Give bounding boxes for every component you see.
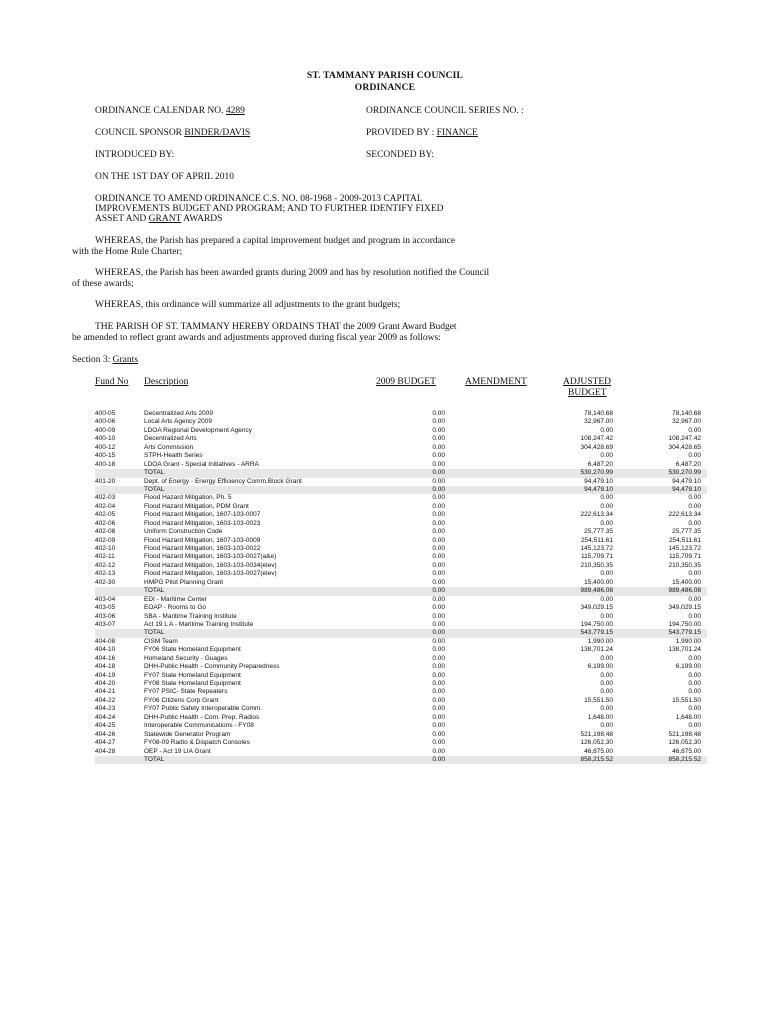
cell-amendment: 6,199.00 bbox=[587, 663, 613, 671]
cell-budget-2009: 0.00 bbox=[432, 494, 445, 502]
cell-budget-2009: 0.00 bbox=[432, 637, 445, 645]
cell-amendment: 0.00 bbox=[600, 519, 613, 527]
cell-description: TOTAL bbox=[144, 755, 165, 763]
provided-by: PROVIDED BY : FINANCE bbox=[366, 128, 478, 138]
cell-fund-no: 402-04 bbox=[95, 502, 116, 510]
table-row bbox=[95, 748, 707, 756]
cell-amendment: 115,709.71 bbox=[580, 553, 613, 561]
table-row bbox=[95, 511, 707, 519]
table-row bbox=[95, 655, 707, 663]
cell-amendment: 15,551.50 bbox=[584, 696, 613, 704]
cell-fund-no: 404-08 bbox=[95, 637, 116, 645]
cell-amendment: 1,990.00 bbox=[587, 637, 613, 645]
ordinance-title-line-1: ORDINANCE TO AMEND ORDINANCE C.S. NO. 08-1968 - 2009-2013 CAPITAL bbox=[95, 194, 423, 204]
ordinance-title-line-2: IMPROVEMENTS BUDGET AND PROGRAM; AND TO FURTHER IDENTIFY FIXED bbox=[95, 204, 444, 214]
table-row bbox=[95, 579, 707, 587]
cell-amendment: 0.00 bbox=[600, 654, 613, 662]
column-header-fund: Fund No bbox=[95, 377, 129, 387]
cell-fund-no: 403-06 bbox=[95, 612, 116, 620]
cell-amendment: 108,247.42 bbox=[580, 435, 613, 443]
cell-description: OEP - Act 19 LIA Grant bbox=[144, 747, 211, 755]
table-row bbox=[95, 714, 707, 722]
cell-amendment: 349,029.15 bbox=[580, 604, 613, 612]
table-row bbox=[95, 604, 707, 612]
cell-description: LDOA Grant - Special Initiatives - ARRA bbox=[144, 460, 259, 468]
cell-adjusted-budget: 6,199.00 bbox=[675, 663, 701, 671]
cell-adjusted-budget: 0.00 bbox=[688, 680, 701, 687]
cell-description: Uniform Construction Code bbox=[144, 528, 223, 536]
cell-description: Flood Hazard Mitigation, 1603-103-0027(elev) bbox=[144, 570, 277, 578]
cell-budget-2009: 0.00 bbox=[432, 443, 445, 451]
cell-budget-2009: 0.00 bbox=[432, 629, 445, 637]
cell-fund-no: 402-06 bbox=[95, 519, 116, 527]
introduced-by: INTRODUCED BY: bbox=[95, 150, 175, 160]
table-row bbox=[95, 553, 707, 561]
cell-amendment: 989,486.08 bbox=[580, 587, 613, 595]
column-header-adjusted-budget: BUDGET bbox=[568, 388, 607, 398]
cell-description: DHH-Public Health - Community Preparedness bbox=[144, 663, 280, 671]
cell-description: Dept. of Energy - Energy Efficiency Comm.Block Grant bbox=[144, 477, 302, 485]
table-row bbox=[95, 452, 707, 460]
cell-adjusted-budget: 0.00 bbox=[688, 570, 701, 578]
cell-fund-no: 402-11 bbox=[95, 553, 115, 561]
cell-fund-no: 402-10 bbox=[95, 545, 116, 552]
cell-adjusted-budget: 15,400.00 bbox=[672, 578, 701, 586]
cell-adjusted-budget: 1,990.00 bbox=[675, 637, 701, 645]
cell-description: FY06 State Homeland Equipment bbox=[144, 646, 241, 654]
cell-description: FY08 State Homeland Equipment bbox=[144, 680, 241, 687]
cell-description: FY07 PSIC- State Repeaters bbox=[144, 688, 228, 696]
table-row bbox=[95, 613, 707, 621]
cell-description: FY08-09 Radio & Dispatch Consoles bbox=[144, 739, 250, 747]
cell-amendment: 32,967.00 bbox=[584, 418, 613, 426]
cell-adjusted-budget: 0.00 bbox=[688, 426, 701, 434]
cell-fund-no: 400-12 bbox=[95, 443, 116, 451]
cell-description: Local Arts Agency 2009 bbox=[144, 418, 212, 426]
cell-adjusted-budget: 530,270.99 bbox=[668, 469, 701, 477]
cell-fund-no: 400-06 bbox=[95, 418, 116, 426]
cell-fund-no: 404-20 bbox=[95, 680, 116, 687]
cell-fund-no: 404-27 bbox=[95, 739, 116, 747]
cell-adjusted-budget: 108,247.42 bbox=[668, 435, 701, 443]
cell-fund-no: 400-18 bbox=[95, 460, 116, 468]
cell-description: SBA - Maritime Training Institute bbox=[144, 612, 237, 620]
cell-budget-2009: 0.00 bbox=[432, 578, 445, 586]
cell-fund-no: 402-30 bbox=[95, 578, 116, 586]
cell-fund-no: 403-04 bbox=[95, 595, 116, 603]
cell-amendment: 94,479.10 bbox=[584, 477, 613, 485]
cell-fund-no: 400-09 bbox=[95, 426, 116, 434]
cell-adjusted-budget: 543,779.15 bbox=[668, 629, 701, 637]
cell-budget-2009: 0.00 bbox=[432, 570, 445, 578]
cell-budget-2009: 0.00 bbox=[432, 747, 445, 755]
cell-description: Arts Commission bbox=[144, 443, 194, 451]
cell-adjusted-budget: 0.00 bbox=[688, 452, 701, 460]
cell-budget-2009: 0.00 bbox=[432, 469, 445, 477]
cell-amendment: 521,198.48 bbox=[580, 730, 613, 738]
cell-description: Flood Hazard Mitigation, 1603-103-0023 bbox=[144, 519, 261, 527]
cell-budget-2009: 0.00 bbox=[432, 654, 445, 662]
cell-budget-2009: 0.00 bbox=[432, 688, 445, 696]
cell-budget-2009: 0.00 bbox=[432, 587, 445, 595]
table-row bbox=[95, 688, 707, 696]
cell-budget-2009: 0.00 bbox=[432, 612, 445, 620]
table-row bbox=[95, 731, 707, 739]
cell-description: Flood Hazard Mitigation, 1603-103-0027(a&e) bbox=[144, 553, 277, 561]
cell-budget-2009: 0.00 bbox=[432, 663, 445, 671]
cell-budget-2009: 0.00 bbox=[432, 595, 445, 603]
total-row bbox=[95, 756, 707, 764]
cell-amendment: 6,487.20 bbox=[587, 460, 613, 468]
cell-fund-no: 404-10 bbox=[95, 646, 116, 654]
cell-budget-2009: 0.00 bbox=[432, 426, 445, 434]
cell-description: HMPG Pilot Planning Grant bbox=[144, 578, 224, 586]
cell-adjusted-budget: 521,198.48 bbox=[668, 730, 701, 738]
cell-adjusted-budget: 349,029.15 bbox=[668, 604, 701, 612]
cell-amendment: 543,779.15 bbox=[580, 629, 613, 637]
cell-amendment: 78,140.68 bbox=[584, 410, 613, 417]
cell-adjusted-budget: 94,479.10 bbox=[672, 485, 701, 493]
cell-budget-2009: 0.00 bbox=[432, 553, 445, 561]
cell-amendment: 530,270.99 bbox=[580, 469, 613, 477]
cell-description: Decentralized Arts bbox=[144, 435, 197, 443]
cell-adjusted-budget: 0.00 bbox=[688, 688, 701, 696]
column-header-adjusted: ADJUSTED bbox=[563, 377, 612, 387]
cell-amendment: 0.00 bbox=[600, 502, 613, 510]
cell-adjusted-budget: 989,486.08 bbox=[668, 587, 701, 595]
cell-amendment: 0.00 bbox=[600, 426, 613, 434]
cell-adjusted-budget: 222,613.34 bbox=[668, 511, 701, 519]
cell-amendment: 0.00 bbox=[600, 612, 613, 620]
cell-amendment: 304,428.69 bbox=[580, 443, 613, 451]
cell-description: TOTAL bbox=[144, 469, 165, 477]
cell-adjusted-budget: 78,140.68 bbox=[672, 410, 701, 417]
table-row bbox=[95, 444, 707, 452]
cell-adjusted-budget: 0.00 bbox=[688, 494, 701, 502]
cell-amendment: 0.00 bbox=[600, 680, 613, 687]
cell-fund-no: 401-20 bbox=[95, 477, 116, 485]
cell-description: Flood Hazard Mitigation, Ph. 5 bbox=[144, 494, 232, 502]
ordains-line-2: be amended to reflect grant awards and adjustments approved during fiscal year 2009 as follows: bbox=[72, 333, 441, 343]
cell-description: FY07 Public Safety Interoperable Comm. bbox=[144, 705, 263, 713]
column-header-description: Description bbox=[144, 377, 189, 387]
total-row bbox=[95, 469, 707, 477]
whereas-2-line-1: WHEREAS, the Parish has been awarded grants during 2009 and has by resolution notified the Council bbox=[95, 268, 490, 278]
cell-amendment: 46,875.00 bbox=[584, 747, 613, 755]
cell-description: DHH-Public Health - Com. Prep. Radios bbox=[144, 713, 260, 721]
table-row bbox=[95, 663, 707, 671]
cell-fund-no: 402-03 bbox=[95, 494, 116, 502]
cell-description: TOTAL bbox=[144, 587, 165, 595]
cell-budget-2009: 0.00 bbox=[432, 519, 445, 527]
cell-amendment: 210,350.35 bbox=[580, 561, 613, 569]
cell-adjusted-budget: 145,123.72 bbox=[668, 545, 701, 552]
cell-fund-no: 403-07 bbox=[95, 620, 116, 628]
table-row bbox=[95, 418, 707, 426]
cell-description: LDOA Regional Development Agency bbox=[144, 426, 253, 434]
cell-amendment: 858,215.52 bbox=[580, 755, 613, 763]
whereas-1-line-1: WHEREAS, the Parish has prepared a capital improvement budget and program in accordance bbox=[95, 236, 456, 246]
cell-description: Flood Hazard Mitigation, PDM Grant bbox=[144, 502, 249, 510]
cell-budget-2009: 0.00 bbox=[432, 561, 445, 569]
cell-fund-no: 404-19 bbox=[95, 671, 116, 679]
cell-fund-no: 404-24 bbox=[95, 713, 116, 721]
cell-adjusted-budget: 0.00 bbox=[688, 654, 701, 662]
cell-fund-no: 404-26 bbox=[95, 730, 116, 738]
cell-adjusted-budget: 858,215.52 bbox=[668, 755, 701, 763]
cell-adjusted-budget: 94,479.10 bbox=[672, 477, 701, 485]
cell-adjusted-budget: 210,350.35 bbox=[668, 561, 701, 569]
council-series: ORDINANCE COUNCIL SERIES NO. : bbox=[366, 106, 524, 116]
cell-amendment: 0.00 bbox=[600, 452, 613, 460]
cell-amendment: 0.00 bbox=[600, 671, 613, 679]
table-row bbox=[95, 410, 707, 418]
cell-budget-2009: 0.00 bbox=[432, 713, 445, 721]
cell-amendment: 94,479.10 bbox=[584, 485, 613, 493]
cell-description: Flood Hazard Mitigation, 1603-103-0022 bbox=[144, 545, 261, 552]
grant-table bbox=[95, 410, 707, 764]
table-row bbox=[95, 461, 707, 469]
cell-adjusted-budget: 0.00 bbox=[688, 519, 701, 527]
cell-budget-2009: 0.00 bbox=[432, 418, 445, 426]
whereas-2-line-2: of these awards; bbox=[72, 279, 134, 289]
table-row bbox=[95, 596, 707, 604]
cell-budget-2009: 0.00 bbox=[432, 646, 445, 654]
seconded-by: SECONDED BY: bbox=[366, 150, 435, 160]
ordinance-title-line-3: ASSET AND GRANT AWARDS bbox=[95, 214, 223, 224]
table-row bbox=[95, 427, 707, 435]
council-sponsor: COUNCIL SPONSOR BINDER/DAVIS bbox=[95, 128, 251, 138]
cell-adjusted-budget: 6,487.20 bbox=[675, 460, 701, 468]
cell-amendment: 0.00 bbox=[600, 688, 613, 696]
cell-description: FY07 State Homeland Equipment bbox=[144, 671, 241, 679]
whereas-3: WHEREAS, this ordinance will summarize all adjustments to the grant budgets; bbox=[95, 300, 401, 310]
cell-fund-no: 402-08 bbox=[95, 528, 116, 536]
cell-budget-2009: 0.00 bbox=[432, 485, 445, 493]
cell-budget-2009: 0.00 bbox=[432, 511, 445, 519]
column-header-amendment: AMENDMENT bbox=[465, 377, 527, 387]
cell-description: TOTAL bbox=[144, 485, 165, 493]
total-row bbox=[95, 587, 707, 595]
cell-amendment: 222,613.34 bbox=[580, 511, 613, 519]
table-row bbox=[95, 638, 707, 646]
cell-fund-no: 404-25 bbox=[95, 722, 116, 730]
cell-fund-no: 400-15 bbox=[95, 452, 116, 460]
table-row bbox=[95, 545, 707, 553]
cell-fund-no: 402-05 bbox=[95, 511, 116, 519]
cell-amendment: 0.00 bbox=[600, 722, 613, 730]
cell-fund-no: 404-22 bbox=[95, 696, 116, 704]
cell-budget-2009: 0.00 bbox=[432, 502, 445, 510]
cell-amendment: 194,750.00 bbox=[580, 620, 613, 628]
cell-description: FY06 Citizens Corp Grant bbox=[144, 696, 219, 704]
table-row bbox=[95, 705, 707, 713]
cell-adjusted-budget: 126,052.30 bbox=[668, 739, 701, 747]
cell-description: Decentralized Arts 2009 bbox=[144, 410, 214, 417]
cell-budget-2009: 0.00 bbox=[432, 410, 445, 417]
cell-adjusted-budget: 0.00 bbox=[688, 722, 701, 730]
total-row bbox=[95, 629, 707, 637]
cell-fund-no: 404-18 bbox=[95, 663, 116, 671]
cell-budget-2009: 0.00 bbox=[432, 671, 445, 679]
cell-amendment: 1,648.00 bbox=[587, 713, 613, 721]
cell-budget-2009: 0.00 bbox=[432, 536, 445, 544]
table-row bbox=[95, 680, 707, 688]
cell-amendment: 138,701.24 bbox=[580, 646, 613, 654]
cell-adjusted-budget: 0.00 bbox=[688, 595, 701, 603]
cell-description: Flood Hazard Mitigation, 1607-103-0009 bbox=[144, 536, 261, 544]
total-row bbox=[95, 486, 707, 494]
cell-description: Homeland Security - Guages bbox=[144, 654, 228, 662]
table-row bbox=[95, 722, 707, 730]
cell-description: Act 19 L A - Maritime Training Institute bbox=[144, 620, 254, 628]
cell-amendment: 25,777.35 bbox=[584, 528, 613, 536]
cell-budget-2009: 0.00 bbox=[432, 722, 445, 730]
table-row bbox=[95, 570, 707, 578]
cell-amendment: 254,511.61 bbox=[580, 536, 613, 544]
cell-fund-no: 400-10 bbox=[95, 435, 116, 443]
cell-amendment: 0.00 bbox=[600, 494, 613, 502]
table-row bbox=[95, 697, 707, 705]
cell-fund-no: 402-13 bbox=[95, 570, 116, 578]
cell-budget-2009: 0.00 bbox=[432, 477, 445, 485]
table-row bbox=[95, 672, 707, 680]
column-header-budget: 2009 BUDGET bbox=[376, 377, 436, 387]
table-row bbox=[95, 646, 707, 654]
table-row bbox=[95, 435, 707, 443]
cell-adjusted-budget: 304,428.65 bbox=[668, 443, 701, 451]
cell-description: STPH-Health Series bbox=[144, 452, 203, 460]
cell-adjusted-budget: 138,701.24 bbox=[668, 646, 701, 654]
cell-adjusted-budget: 46,875.00 bbox=[672, 747, 701, 755]
cell-adjusted-budget: 15,551.50 bbox=[672, 696, 701, 704]
cell-budget-2009: 0.00 bbox=[432, 435, 445, 443]
cell-amendment: 145,123.72 bbox=[580, 545, 613, 552]
table-row bbox=[95, 520, 707, 528]
cell-budget-2009: 0.00 bbox=[432, 755, 445, 763]
cell-description: Flood Hazard Mitigation, 1603-103-0034(elev) bbox=[144, 561, 277, 569]
cell-description: EDI - Maritime Center bbox=[144, 595, 207, 603]
cell-description: Interoperable Communications - FY08 bbox=[144, 722, 254, 730]
cell-amendment: 0.00 bbox=[600, 570, 613, 578]
cell-amendment: 15,400.00 bbox=[584, 578, 613, 586]
table-row bbox=[95, 537, 707, 545]
cell-adjusted-budget: 0.00 bbox=[688, 502, 701, 510]
cell-budget-2009: 0.00 bbox=[432, 739, 445, 747]
cell-fund-no: 402-09 bbox=[95, 536, 116, 544]
cell-budget-2009: 0.00 bbox=[432, 452, 445, 460]
cell-adjusted-budget: 115,709.71 bbox=[668, 553, 701, 561]
cell-fund-no: 404-28 bbox=[95, 747, 116, 755]
table-row bbox=[95, 503, 707, 511]
cell-adjusted-budget: 254,511.61 bbox=[668, 536, 701, 544]
table-row bbox=[95, 621, 707, 629]
ordains-line-1: THE PARISH OF ST. TAMMANY HEREBY ORDAINS THAT the 2009 Grant Award Budget bbox=[95, 322, 457, 332]
document-type: ORDINANCE bbox=[354, 83, 416, 93]
cell-amendment: 0.00 bbox=[600, 705, 613, 713]
date-line: ON THE 1ST DAY OF APRIL 2010 bbox=[95, 172, 235, 182]
cell-adjusted-budget: 0.00 bbox=[688, 612, 701, 620]
cell-adjusted-budget: 1,648.00 bbox=[675, 713, 701, 721]
cell-adjusted-budget: 32,967.00 bbox=[672, 418, 701, 426]
council-title: ST. TAMMANY PARISH COUNCIL bbox=[306, 71, 464, 81]
cell-description: Flood Hazard Mitigation, 1607-103-0007 bbox=[144, 511, 261, 519]
cell-budget-2009: 0.00 bbox=[432, 460, 445, 468]
cell-description: TOTAL bbox=[144, 629, 165, 637]
section-heading: Section 3: Grants bbox=[72, 355, 138, 365]
cell-adjusted-budget: 25,777.35 bbox=[672, 528, 701, 536]
cell-budget-2009: 0.00 bbox=[432, 696, 445, 704]
cell-adjusted-budget: 194,750.00 bbox=[668, 620, 701, 628]
cell-fund-no: 404-16 bbox=[95, 654, 116, 662]
cell-description: CISM Team bbox=[144, 637, 178, 645]
table-row bbox=[95, 494, 707, 502]
cell-fund-no: 403-05 bbox=[95, 604, 116, 612]
cell-fund-no: 402-12 bbox=[95, 561, 116, 569]
cell-description: Statewide Generator Program bbox=[144, 730, 231, 738]
calendar-number: ORDINANCE CALENDAR NO. 4289 bbox=[95, 106, 245, 116]
cell-budget-2009: 0.00 bbox=[432, 545, 445, 552]
table-row bbox=[95, 478, 707, 486]
cell-budget-2009: 0.00 bbox=[432, 604, 445, 612]
cell-budget-2009: 0.00 bbox=[432, 705, 445, 713]
cell-fund-no: 400-05 bbox=[95, 410, 116, 417]
cell-budget-2009: 0.00 bbox=[432, 680, 445, 687]
cell-fund-no: 404-23 bbox=[95, 705, 116, 713]
cell-amendment: 0.00 bbox=[600, 595, 613, 603]
table-row bbox=[95, 528, 707, 536]
cell-budget-2009: 0.00 bbox=[432, 528, 445, 536]
cell-adjusted-budget: 0.00 bbox=[688, 705, 701, 713]
whereas-1-line-2: with the Home Rule Charter; bbox=[72, 247, 183, 257]
cell-amendment: 126,052.30 bbox=[580, 739, 613, 747]
cell-description: EOAP - Rooms to Go bbox=[144, 604, 207, 612]
cell-fund-no: 404-21 bbox=[95, 688, 116, 696]
table-row bbox=[95, 739, 707, 747]
cell-budget-2009: 0.00 bbox=[432, 620, 445, 628]
table-row bbox=[95, 562, 707, 570]
cell-adjusted-budget: 0.00 bbox=[688, 671, 701, 679]
cell-budget-2009: 0.00 bbox=[432, 730, 445, 738]
